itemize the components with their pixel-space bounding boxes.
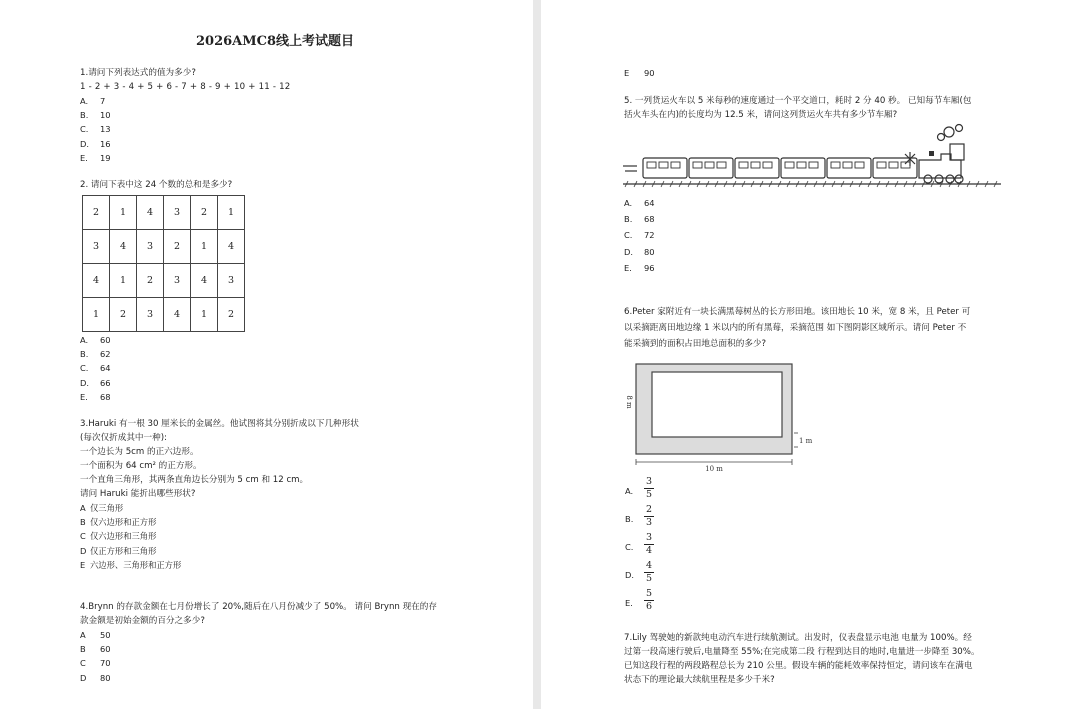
table-cell: 3 [83,230,110,264]
document-title: 2026AMC8线上考试题目 [196,34,355,49]
option-e[interactable]: E 六边形、三角形和正方形 [80,559,182,570]
question-6-text [624,304,970,352]
option-e-fraction[interactable]: 5 6 [645,588,653,612]
table-cell: 4 [218,230,245,264]
border-label: 1 m [799,437,813,445]
option-d[interactable]: D 仅正方形和三角形 [80,545,157,556]
train-illustration [623,124,1003,190]
option-c[interactable]: C 仅六边形和三角形 [80,531,157,542]
option-c[interactable]: C. 13 [80,124,111,135]
option-d[interactable]: D. 66 [80,377,111,388]
question-1-expression: 1 - 2 + 3 - 4 + 5 + 6 - 7 + 8 - 9 + 10 + 11 - 12 [80,82,291,92]
table-cell: 2 [164,230,191,264]
option-d[interactable]: D. 16 [80,138,111,149]
question-3-text [80,417,359,501]
option-e[interactable]: E. 19 [80,152,111,163]
table-cell: 1 [191,298,218,332]
question-4-line: 4.Brynn 的存款金额在七月份增长了 20%,随后在八月份减少了 50%。 请问 Brynn 现在的存 [80,602,437,612]
question-3-line: 一个面积为 64 cm² 的正方形。 [80,461,202,471]
document-page-left [0,0,533,709]
question-4-options [80,628,111,685]
option-d[interactable]: D 80 [80,672,111,683]
option-e[interactable]: E. 96 [624,262,655,273]
option-b[interactable]: B 60 [80,644,111,655]
table-cell: 4 [83,264,110,298]
table-cell: 3 [164,196,191,230]
table-cell: 3 [137,230,164,264]
option-b[interactable]: B. 68 [624,214,655,225]
question-4-line: 款金额是初始金额的百分之多少? [80,616,205,626]
question-3-line: 请问 Haruki 能折出哪些形状? [80,489,196,499]
table-cell: 1 [191,230,218,264]
option-a-letter[interactable]: A. [625,486,634,496]
option-c[interactable]: C 70 [80,658,111,669]
option-a[interactable]: A 仅三角形 [80,503,124,513]
question-3-line: 3.Haruki 有一根 30 厘米长的金属丝。他试图将其分别折成以下几种形状 [80,419,359,429]
table-cell: 4 [137,196,164,230]
table-cell: 2 [137,264,164,298]
option-a[interactable]: A 50 [80,630,111,640]
question-7-text [624,631,980,687]
question-5-text [624,94,971,122]
option-c-fraction[interactable]: 3 4 [645,532,653,556]
table-cell: 1 [218,196,245,230]
number-grid-table [82,195,245,332]
question-4-option-e[interactable]: E 90 [624,68,655,78]
table-cell: 2 [110,298,137,332]
question-7-line: 已知这段行程的两段路程总长为 210 公里。假设车辆的能耗效率保持恒定，请问该车在满电 [624,661,973,671]
option-b[interactable]: B. 10 [80,110,111,121]
question-5-line: 5. 一列货运火车以 5 米每秒的速度通过一个平交道口，耗时 2 分 40 秒。 已知每节车厢(包 [624,96,972,106]
question-6-line: 以采摘距离田地边缘 1 米以内的所有黑莓，采摘范围 如下图阴影区域所示。请问 Peter 不 [624,323,967,333]
question-3-options [80,501,181,572]
question-4-text [80,600,437,628]
option-b[interactable]: B 仅六边形和正方形 [80,517,157,528]
question-6-line: 能采摘到的面积占田地总面积的多少? [624,339,767,349]
question-6-line: 6.Peter 家附近有一块长满黑莓树丛的长方形田地。该田地长 10 米，宽 8 米，且 Peter 可 [624,307,971,317]
option-a[interactable]: A. 60 [80,335,111,345]
table-cell: 3 [164,264,191,298]
table-cell: 1 [110,264,137,298]
option-b[interactable]: B. 62 [80,349,111,360]
table-row [83,196,245,230]
option-c[interactable]: C. 72 [624,230,655,241]
option-a[interactable]: A. 64 [624,198,655,208]
table-cell: 3 [218,264,245,298]
table-cell: 4 [110,230,137,264]
option-e[interactable]: E. 68 [80,391,111,402]
option-e-letter[interactable]: E. [625,598,633,608]
option-c-letter[interactable]: C. [625,542,634,552]
document-page-right [541,0,1080,709]
table-cell: 4 [191,264,218,298]
table-row [83,298,245,332]
table-cell: 3 [137,298,164,332]
height-label: 8 m [625,395,633,409]
field-figure [619,356,813,474]
option-b-fraction[interactable]: 2 3 [645,504,653,528]
question-1-options [80,94,111,165]
table-cell: 1 [110,196,137,230]
question-7-line: 7.Lily 驾驶她的新款纯电动汽车进行续航测试。出发时，仪表盘显示电池 电量为 100%。经 [624,633,972,643]
option-c[interactable]: C. 64 [80,363,111,374]
option-a[interactable]: A. 7 [80,96,106,106]
question-1-stem: 1.请问下列表达式的值为多少? [80,68,196,78]
table-cell: 4 [164,298,191,332]
width-label: 10 m [705,465,723,473]
question-5-line: 括火车头在内)的长度均为 12.5 米，请问这列货运火车共有多少节车厢? [624,110,898,120]
table-cell: 2 [191,196,218,230]
option-d[interactable]: D. 80 [624,246,655,257]
question-7-line: 状态下的理论最大续航里程是多少千米? [624,675,775,685]
option-d-fraction[interactable]: 4 5 [645,560,653,584]
question-2-stem: 2. 请问下表中这 24 个数的总和是多少? [80,180,233,190]
question-3-line: 一个直角三角形，其两条直角边长分别为 5 cm 和 12 cm。 [80,475,309,485]
option-b-letter[interactable]: B. [625,514,634,524]
table-row [83,264,245,298]
table-row [83,230,245,264]
table-cell: 1 [83,298,110,332]
question-2-options [80,333,111,404]
question-5-options [624,195,655,276]
table-cell: 2 [83,196,110,230]
question-3-line: 一个边长为 5cm 的正六边形。 [80,447,199,457]
table-cell: 2 [218,298,245,332]
option-a-fraction[interactable]: 3 5 [645,476,653,500]
question-7-line: 过第一段高速行驶后,电量降至 55%;在完成第二段 行程到达目的地时,电量进一步降至 30%。 [624,647,980,657]
option-d-letter[interactable]: D. [625,570,635,580]
question-3-line: (每次仅折成其中一种): [80,433,167,443]
